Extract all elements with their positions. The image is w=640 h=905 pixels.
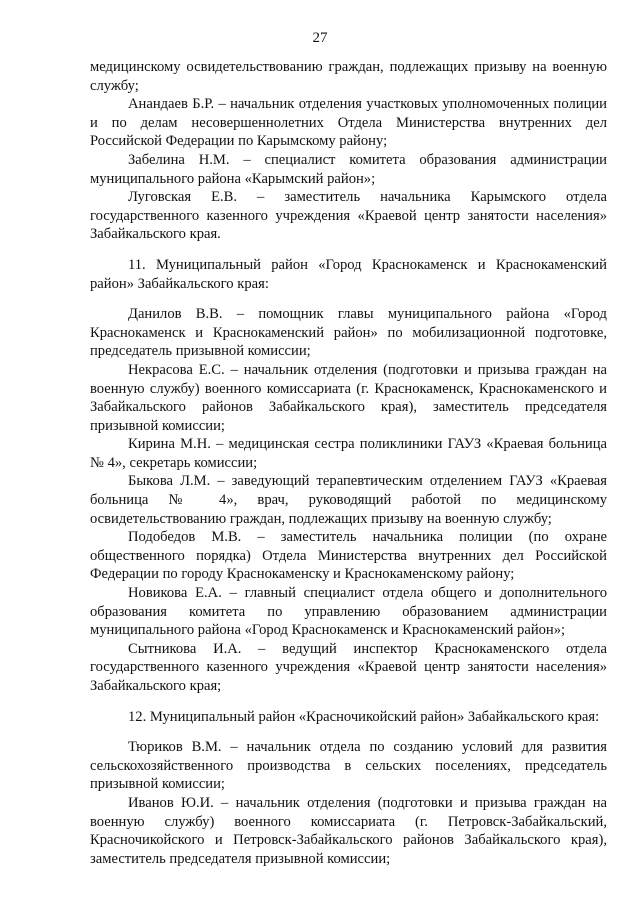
paragraph-continuation: медицинскому освидетельствованию граждан, подлежащих призыву на военную службу;: [90, 59, 607, 94]
paragraph-tyurikov: Тюриков В.М. – начальник отдела по созданию условий для развития сельскохозяйственного производства в сельских поселениях, председатель призывной комиссии;: [90, 739, 607, 793]
paragraph-anandaev: Анандаев Б.Р. – начальник отделения участковых уполномоченных полиции и по делам несовершеннолетних Отдела Министерства внутренних дел Российской Федерации по Карымскому району;: [90, 96, 607, 150]
page-number: 27: [312, 30, 328, 46]
paragraph-nekrasova: Некрасова Е.С. – начальник отделения (подготовки и призыва граждан на военную службу) военного комиссариата (г. Краснокаменск, Краснокаменского и Забайкальского районов Забайкальского края), заместитель председателя призывной комиссии;: [90, 361, 607, 434]
paragraph-zabelina: Забелина Н.М. – специалист комитета образования администрации муниципального района «Карымский район»;: [90, 151, 607, 187]
paragraph-novikova: Новикова Е.А. – главный специалист отдела общего и дополнительного образования комитета по управлению образованием администрации муниципального района «Город Краснокаменск и Краснокаменский район»;: [90, 585, 607, 639]
section-heading-12: 12. Муниципальный район «Красночикойский район» Забайкальского края:: [128, 708, 600, 725]
paragraph-kirina: Кирина М.Н. – медицинская сестра поликлиники ГАУЗ «Краевая больница № 4», секретарь комиссии;: [90, 436, 607, 471]
paragraph-danilov: Данилов В.В. – помощник главы муниципального района «Город Краснокаменск и Краснокаменский район» по мобилизационной подготовке, председатель призывной комиссии;: [90, 306, 607, 360]
paragraph-podobedov: Подобедов М.В. – заместитель начальника полиции (по охране общественного порядка) Отдела Министерства внутренних дел Российской Федерации по городу Краснокаменску и Краснокаменскому району;: [90, 529, 607, 583]
paragraph-bykova: Быкова Л.М. – заведующий терапевтическим отделением ГАУЗ «Краевая больница № 4», врач, руководящий работой по медицинскому освидетельствованию граждан, подлежащих призыву на военную службу;: [90, 473, 607, 527]
section-heading-11: 11. Муниципальный район «Город Краснокаменск и Краснокаменский район» Забайкальского края:: [90, 256, 607, 292]
paragraph-lugovskaya: Луговская Е.В. – заместитель начальника Карымского отдела государственного казенного учреждения «Краевой центр занятости населения» Забайкальского края.: [90, 189, 607, 243]
paragraph-sytnikova: Сытникова И.А. – ведущий инспектор Краснокаменского отдела государственного казенного учреждения «Краевой центр занятости населения» Забайкальского края;: [90, 640, 607, 694]
paragraph-ivanov: Иванов Ю.И. – начальник отделения (подготовки и призыва граждан на военную службу) военного комиссариата (г. Петровск-Забайкальский, Красночикойского и Петровск-Забайкальского районов Забайкальского края), заместитель председателя призывной комиссии;: [90, 794, 607, 867]
document-body: [90, 58, 607, 868]
